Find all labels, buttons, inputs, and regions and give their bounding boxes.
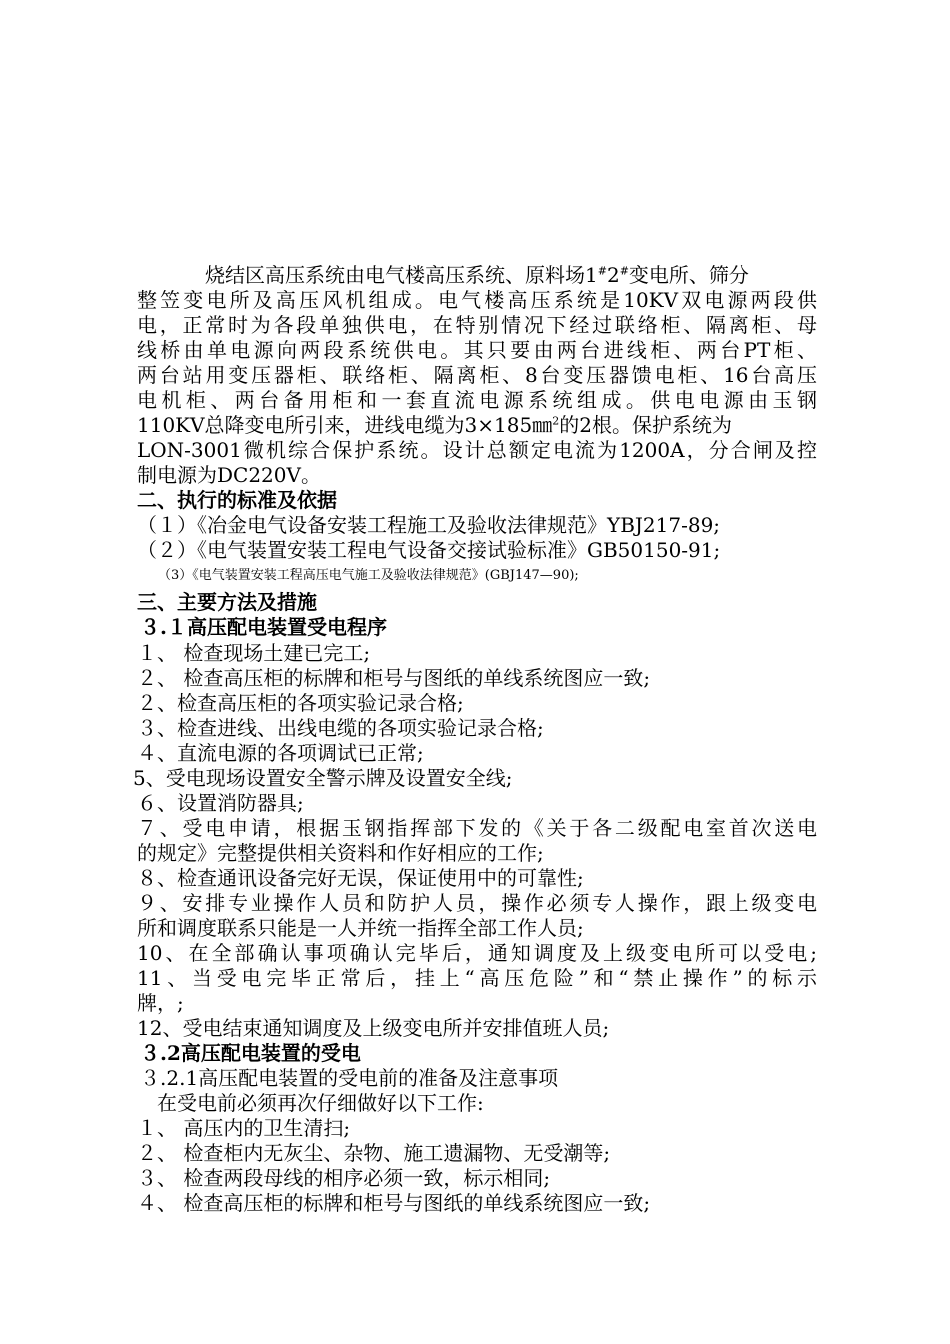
- subsection-3-1-heading: ３.１高压配电装置受电程序: [140, 615, 387, 639]
- intro-line-1-sup1: #: [597, 264, 607, 278]
- preparation-line-2: ２、 检查柜内无灰尘、杂物、施工遗漏物、无受潮等;: [137, 1141, 611, 1165]
- intro-line-9: 制电源为DC220V。: [137, 463, 321, 487]
- intro-line-7-end: 的2根。保护系统为: [559, 413, 732, 437]
- procedure-line-7: ６、设置消防器具;: [137, 791, 304, 815]
- procedure-line-14: 11、当受电完毕正常后，挂上“高压危险”和“禁止操作”的标示: [137, 966, 817, 990]
- standard-item-2: （２）《电气装置安装工程电气设备交接试验标准》GB50150-91;: [137, 538, 721, 562]
- procedure-line-11: ９、安排专业操作人员和防护人员，操作必须专人操作，跟上级变电: [137, 891, 817, 915]
- intro-line-3: 电，正常时为各段单独供电，在特别情况下经过联络柜、隔离柜、母: [137, 313, 817, 337]
- procedure-line-2: ２、 检查高压柜的标牌和柜号与图纸的单线系统图应一致;: [137, 666, 651, 690]
- intro-line-7: [137, 413, 817, 437]
- procedure-line-5: ４、直流电源的各项调试已正常;: [137, 741, 424, 765]
- intro-line-8: LON-3001微机综合保护系统。设计总额定电流为1200A，分合闸及控: [137, 438, 817, 462]
- intro-line-1-text: 烧结区高压系统由电气楼高压系统、原料场: [205, 263, 585, 287]
- intro-line-7-text: 110KV总降变电所引来，进线电缆为3×185㎜: [137, 413, 553, 437]
- intro-line-1-end: 变电所、筛分: [628, 263, 749, 287]
- procedure-line-3: ２、检查高压柜的各项实验记录合格;: [137, 691, 464, 715]
- intro-line-1-num2: 2: [606, 263, 620, 287]
- preparation-line-1: １、 高压内的卫生清扫;: [137, 1116, 351, 1140]
- intro-line-1: [205, 263, 817, 287]
- procedure-line-1: １、 检查现场土建已完工;: [137, 641, 371, 665]
- subsection-3-2-heading: ３.2高压配电装置的受电: [140, 1041, 361, 1065]
- intro-line-2: 整笠变电所及高压风机组成。电气楼高压系统是10KV双电源两段供: [137, 288, 817, 312]
- procedure-line-4: ３、检查进线、出线电缆的各项实验记录合格;: [137, 716, 544, 740]
- intro-line-4: 线桥由单电源向两段系统供电。其只要由两台进线柜、两台PT柜、: [137, 338, 817, 362]
- intro-line-7-sup: 2: [552, 414, 560, 428]
- procedure-line-16: 12、受电结束通知调度及上级变电所并安排值班人员;: [137, 1016, 610, 1040]
- procedure-line-15: 牌，;: [137, 991, 184, 1015]
- procedure-line-9: 的规定》完整提供相关资料和作好相应的工作;: [137, 841, 544, 865]
- standard-item-3: （3）《电气装置安装工程高压电气施工及验收法律规范》(GBJ147—90);: [158, 568, 579, 583]
- procedure-line-12: 所和调度联系只能是一人并统一指挥全部工作人员;: [137, 916, 584, 940]
- standard-item-1: （１）《冶金电气设备安装工程施工及验收法律规范》YBJ217-89;: [137, 513, 721, 537]
- intro-line-6: 电机柜、两台备用柜和一套直流电源系统组成。供电电源由玉钢: [137, 388, 817, 412]
- preparation-line-4: ４、 检查高压柜的标牌和柜号与图纸的单线系统图应一致;: [137, 1191, 651, 1215]
- procedure-line-10: ８、检查通讯设备完好无误，保证使用中的可靠性;: [137, 866, 584, 890]
- intro-line-1-num: 1: [585, 263, 598, 287]
- preparation-line-3: ３、 检查两段母线的相序必须一致，标示相同;: [137, 1166, 551, 1190]
- subsection-3-2-1-intro: 在受电前必须再次仔细做好以下工作:: [157, 1091, 484, 1115]
- section-3-heading: 三、主要方法及措施: [137, 590, 317, 614]
- procedure-line-13: 10、在全部确认事项确认完毕后，通知调度及上级变电所可以受电;: [137, 941, 817, 965]
- procedure-line-6: 5、受电现场设置安全警示牌及设置安全线;: [133, 766, 513, 790]
- section-2-heading: 二、执行的标准及依据: [137, 488, 337, 512]
- intro-line-1-sup2: #: [619, 264, 629, 278]
- procedure-line-8: ７、受电申请，根据玉钢指挥部下发的《关于各二级配电室首次送电: [137, 816, 817, 840]
- intro-line-5: 两台站用变压器柜、联络柜、隔离柜、8台变压器馈电柜、16台高压: [137, 363, 817, 387]
- subsection-3-2-1-heading: ３.2.1高压配电装置的受电前的准备及注意事项: [140, 1066, 559, 1090]
